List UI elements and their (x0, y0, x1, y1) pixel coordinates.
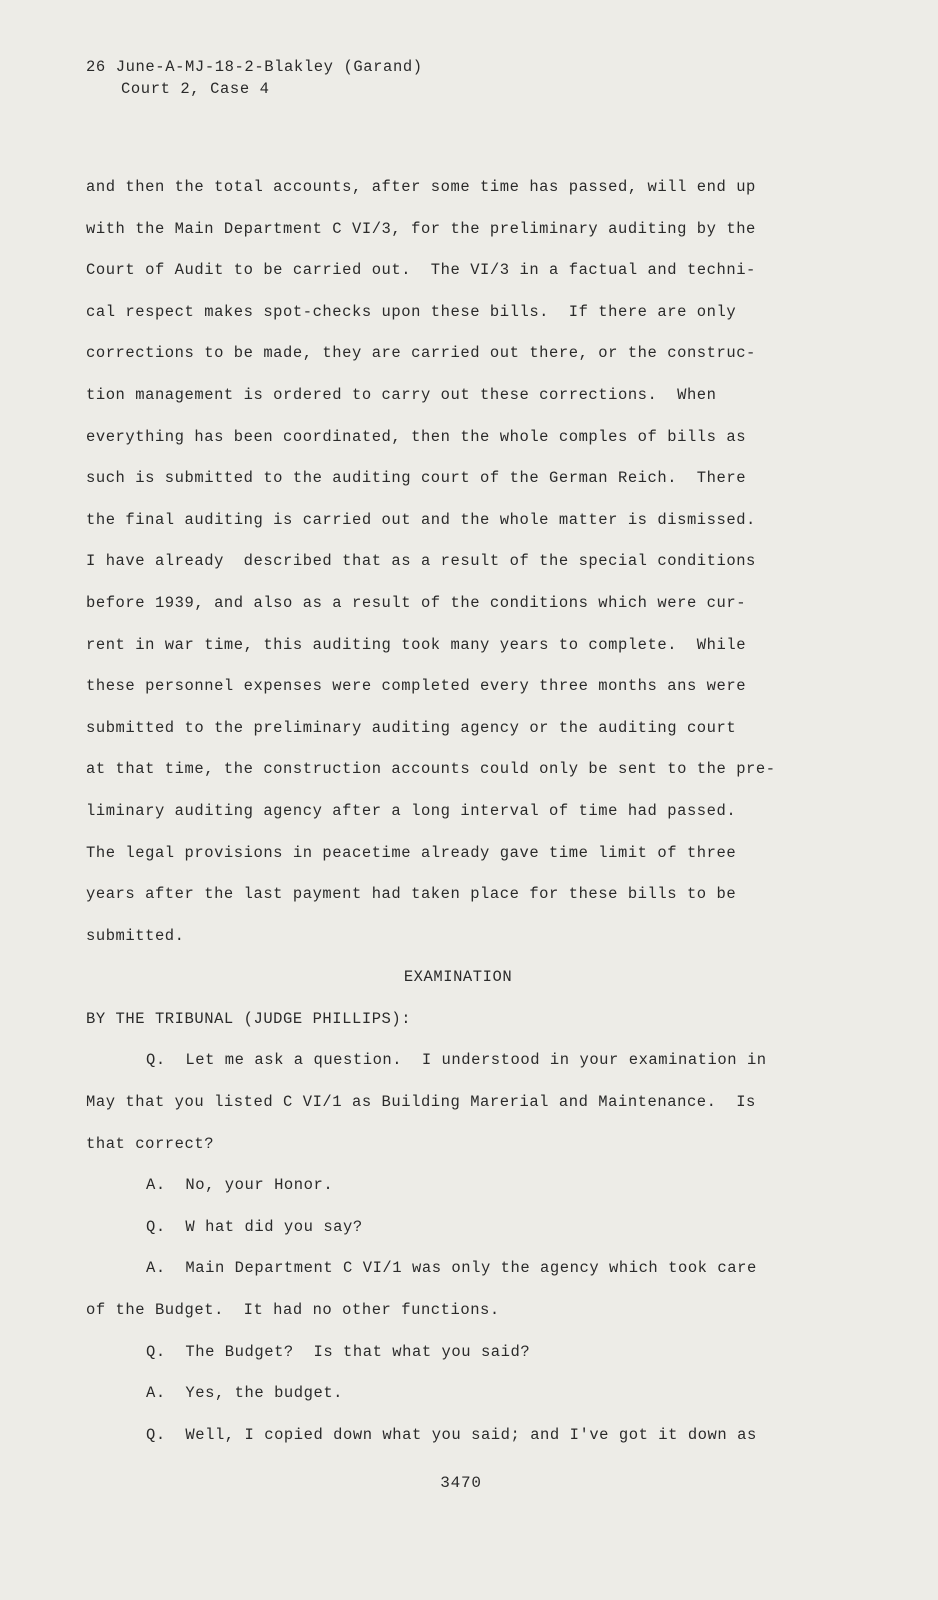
qa-line: that correct? (86, 1134, 215, 1153)
header-reference: 26 June-A-MJ-18-2-Blakley (Garand) (86, 58, 423, 76)
text-line: at that time, the construction accounts could only be sent to the pre- (86, 760, 776, 779)
text-line: Court of Audit to be carried out. The VI/3 in a factual and techni- (86, 261, 756, 280)
text-line: and then the total accounts, after some time has passed, will end up (86, 178, 756, 196)
text-line: corrections to be made, they are carried out there, or the construc- (86, 344, 756, 363)
text-line: everything has been coordinated, then the whole comples of bills as (86, 427, 747, 446)
text-line: tion management is ordered to carry out these corrections. When (86, 385, 717, 404)
transcript-body (86, 176, 896, 1465)
qa-line: A. Main Department C VI/1 was only the agency which took care (146, 1259, 757, 1278)
page-number: 3470 (440, 1474, 482, 1492)
text-line: such is submitted to the auditing court of the German Reich. There (86, 469, 747, 488)
qa-line: Q. The Budget? Is that what you said? (146, 1342, 531, 1361)
text-line: submitted to the preliminary auditing agency or the auditing court (86, 718, 737, 737)
text-line: years after the last payment had taken place for these bills to be (86, 885, 737, 904)
text-line: these personnel expenses were completed every three months ans were (86, 677, 747, 696)
tribunal-line: BY THE TRIBUNAL (JUDGE PHILLIPS): (86, 1009, 412, 1028)
document-header (86, 56, 423, 100)
qa-line: Q. Well, I copied down what you said; and I've got it down as (146, 1425, 757, 1444)
text-line: cal respect makes spot-checks upon these bills. If there are only (86, 302, 737, 321)
qa-line: A. Yes, the budget. (146, 1384, 344, 1403)
examination-heading: EXAMINATION (403, 968, 513, 987)
text-line: before 1939, and also as a result of the conditions which were cur- (86, 593, 747, 612)
text-line: I have already described that as a result of the special conditions (86, 552, 756, 571)
text-line: the final auditing is carried out and the whole matter is dismissed. (86, 510, 756, 529)
qa-line: A. No, your Honor. (146, 1176, 334, 1195)
text-line: rent in war time, this auditing took many years to complete. While (86, 635, 747, 654)
qa-line: Q. W hat did you say? (146, 1217, 363, 1236)
text-line: submitted. (86, 926, 185, 945)
qa-line: of the Budget. It had no other functions. (86, 1301, 500, 1320)
text-line: with the Main Department C VI/3, for the preliminary auditing by the (86, 219, 756, 238)
header-court-case: Court 2, Case 4 (121, 80, 270, 98)
qa-line: Q. Let me ask a question. I understood in your examination in (146, 1051, 767, 1070)
qa-line: May that you listed C VI/1 as Building Marerial and Maintenance. Is (86, 1093, 756, 1112)
text-line: liminary auditing agency after a long interval of time had passed. (86, 801, 737, 820)
text-line: The legal provisions in peacetime already gave time limit of three (86, 843, 737, 862)
